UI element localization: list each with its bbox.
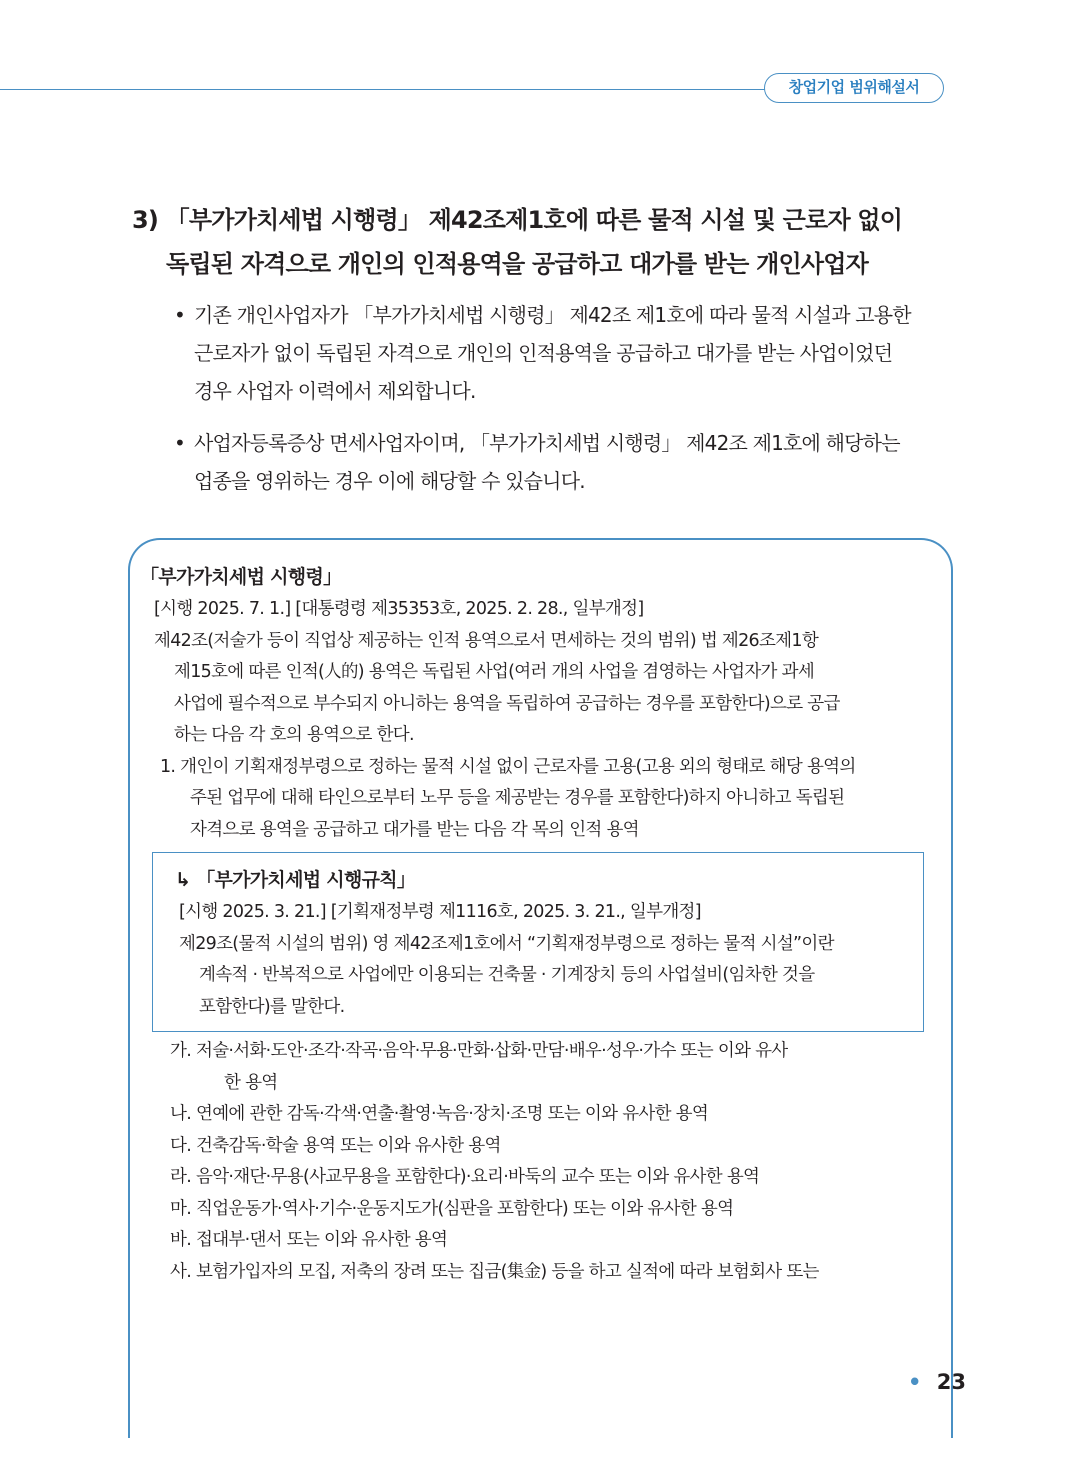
bullet-item [172,296,962,410]
bullet-list [172,296,962,514]
item-1-line: 주된 업무에 대해 타인으로부터 노무 등을 제공받는 경우를 포함한다)하지 아니하고 독립된 [190,788,845,808]
article-line: 하는 다음 각 호의 용역으로 한다. [174,725,414,745]
bullet-line: 업종을 영위하는 경우 이에 해당할 수 있습니다. [194,469,585,493]
law-title: 「부가가치세법 시행령」 [140,566,342,588]
sub-law-title [163,863,913,897]
bullet-line: 사업자등록증상 면세사업자이며, 「부가가치세법 시행령」 제42조 제1호에 해당하는 [194,431,900,455]
list-marker: 마. [170,1198,192,1219]
bullet-line: 경우 사업자 이력에서 제외합니다. [194,379,476,403]
sub-law-title-text: 「부가가치세법 시행규칙」 [196,869,416,891]
page-number [908,1370,966,1394]
header-rule [0,89,770,90]
bullet-line: 기존 개인사업자가 「부가가치세법 시행령」 제42조 제1호에 따라 물적 시설과 고용한 [194,303,911,327]
list-marker: 사. [170,1261,192,1282]
list-line: 저술·서화·도안·조각·작곡·음악·무용·만화·삽화·만담·배우·성우·가수 또는 이와 유사 [196,1041,788,1061]
list-marker: 바. [170,1230,192,1250]
item-1-line: 자격으로 용역을 공급하고 대가를 받는 다음 각 목의 인적 용역 [190,819,639,840]
list-line: 접대부·댄서 또는 이와 유사한 용역 [196,1230,448,1250]
section-label: 창업기업 범위해설서 [764,73,944,103]
heading-line-1: 3) 「부가가치세법 시행령」 제42조제1호에 따른 물적 시설 및 근로자 없이 [132,206,903,234]
list-line: 직업운동가·역사·기수·운동지도가(심판을 포함한다) 또는 이와 유사한 용역 [196,1198,734,1219]
list-item [140,1131,940,1163]
article-line: 제42조(저술가 등이 직업상 제공하는 인적 용역으로서 면세하는 것의 범위) 법 제26조제1항 [154,630,819,651]
sub-law-box [152,852,924,1032]
arrow-icon: ↳ [175,869,191,891]
list-item [140,1257,940,1289]
list-line: 한 용역 [224,1072,278,1093]
law-enforcement-info: [시행 2025. 7. 1.] [대통령령 제35353호, 2025. 2. 28., 일부개정] [154,599,644,619]
list-line: 음악·재단·무용(사교무용을 포함한다)·요리·바둑의 교수 또는 이와 유사한 용역 [196,1167,760,1187]
sub-law-line: 포함한다)를 말한다. [199,996,345,1017]
page-dot-icon: • [908,1370,922,1394]
heading-line-2: 독립된 자격으로 개인의 인적용역을 공급하고 대가를 받는 개인사업자 [166,250,869,278]
sub-law-line: 계속적 · 반복적으로 사업에만 이용되는 건축물 · 기계장치 등의 사업설비(임차한 것을 [199,965,815,985]
bullet-dot-icon: • [174,303,185,327]
article-line: 제15호에 따른 인적(人的) 용역은 독립된 사업(여러 개의 사업을 겸영하는 사업자가 과세 [174,662,815,682]
list-line: 건축감독·학술 용역 또는 이와 유사한 용역 [196,1135,501,1156]
sub-law-line: 제29조(물적 시설의 범위) 영 제42조제1호에서 “기획재정부령으로 정하는 물적 시설”이란 [179,933,834,954]
list-item [140,1036,940,1099]
sub-law-enforcement-info: [시행 2025. 3. 21.] [기획재정부령 제1116호, 2025. 3. 21., 일부개정] [179,902,701,922]
list-marker: 라. [170,1167,192,1187]
list-marker: 나. [170,1104,192,1124]
law-excerpt-content [140,560,940,1300]
item-1-line: 1. 개인이 기획재정부령으로 정하는 물적 시설 없이 근로자를 고용(고용 외의 형태로 해당 용역의 [160,756,856,777]
article-line: 사업에 필수적으로 부수되지 아니하는 용역을 독립하여 공급하는 경우를 포함한다)으로 공급 [174,693,840,714]
list-marker: 가. [170,1041,192,1061]
section-heading [132,198,962,286]
list-item [140,1162,940,1194]
list-item [140,1099,940,1131]
list-line: 보험가입자의 모집, 저축의 장려 또는 집금(集金) 등을 하고 실적에 따라 보험회사 또는 [196,1261,819,1282]
list-item [140,1194,940,1226]
page-number-text: 23 [936,1370,966,1394]
list-line: 연예에 관한 감독·각색·연출·촬영·녹음·장치·조명 또는 이와 유사한 용역 [196,1104,709,1124]
list-item [140,1225,940,1257]
bullet-item [172,424,962,500]
bullet-dot-icon: • [174,431,185,455]
list-marker: 다. [170,1135,192,1156]
bullet-line: 근로자가 없이 독립된 자격으로 개인의 인적용역을 공급하고 대가를 받는 사업이었던 [194,341,893,365]
